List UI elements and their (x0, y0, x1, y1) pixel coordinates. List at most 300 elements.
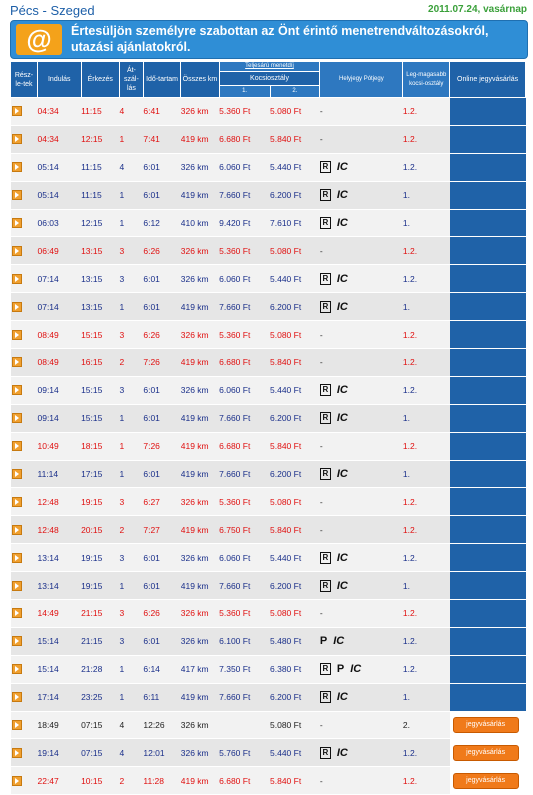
expand-arrow-icon[interactable] (12, 357, 22, 367)
price-class1-cell: 5.360 Ft (219, 600, 270, 628)
seat-cell (320, 98, 403, 126)
buy-cell (450, 544, 526, 572)
buy-cell (450, 683, 526, 711)
buy-cell (450, 349, 526, 377)
distance-cell: 326 km (181, 321, 219, 349)
arrival-cell: 15:15 (81, 376, 119, 404)
seat-cell (320, 153, 403, 181)
details-cell (11, 125, 38, 153)
departure-cell: 14:49 (37, 600, 81, 628)
arrival-cell: 23:25 (81, 683, 119, 711)
expand-arrow-icon[interactable] (12, 608, 22, 618)
distance-cell: 419 km (181, 460, 219, 488)
distance-cell: 326 km (181, 153, 219, 181)
transfers-cell: 3 (119, 265, 143, 293)
seat-text: - (319, 441, 323, 452)
distance-cell: 419 km (181, 293, 219, 321)
distance-cell: 326 km (181, 265, 219, 293)
table-row[interactable] (11, 153, 526, 181)
details-cell (11, 265, 38, 293)
duration-cell: 6:26 (143, 600, 180, 628)
distance-cell: 326 km (181, 237, 219, 265)
transfers-cell: 1 (119, 293, 143, 321)
expand-arrow-icon[interactable] (12, 413, 22, 423)
class-cell: 1. (403, 683, 450, 711)
buy-cell (450, 655, 526, 683)
price-class2-cell: 5.840 Ft (270, 767, 320, 795)
expand-arrow-icon[interactable] (12, 274, 22, 284)
arrival-cell: 12:15 (81, 209, 119, 237)
intercity-icon: IC (336, 579, 348, 592)
table-row[interactable] (11, 349, 526, 377)
buy-cell (450, 98, 526, 126)
route-title: Pécs - Szeged (10, 3, 95, 18)
table-row[interactable] (11, 711, 526, 739)
expand-arrow-icon[interactable] (12, 776, 22, 786)
reservation-icon: R (320, 217, 331, 229)
arrival-cell: 15:15 (81, 404, 119, 432)
price-class2-cell: 5.440 Ft (270, 739, 320, 767)
expand-arrow-icon[interactable] (12, 525, 22, 535)
arrival-cell: 19:15 (81, 488, 119, 516)
price-class1-cell: 5.360 Ft (219, 98, 270, 126)
arrival-cell: 13:15 (81, 237, 119, 265)
distance-cell: 326 km (181, 98, 219, 126)
class-cell: 2. (403, 711, 450, 739)
seat-text: - (319, 106, 323, 117)
details-cell (11, 181, 38, 209)
expand-arrow-icon[interactable] (12, 720, 22, 730)
reservation-icon: R (320, 301, 331, 313)
table-row[interactable] (11, 209, 526, 237)
class-cell: 1.2. (403, 321, 450, 349)
price-class2-cell: 5.080 Ft (270, 98, 320, 126)
seat-text: - (319, 357, 323, 368)
class-cell: 1.2. (403, 98, 450, 126)
buy-ticket-button[interactable]: jegyvásárlás (453, 773, 519, 789)
duration-cell: 6:27 (143, 488, 180, 516)
expand-arrow-icon[interactable] (12, 134, 22, 144)
col-cheapest-class: Leg-magasabb kocsi-osztály (403, 62, 450, 98)
arrival-cell: 13:15 (81, 293, 119, 321)
expand-arrow-icon[interactable] (12, 692, 22, 702)
table-row[interactable] (11, 767, 526, 795)
price-class2-cell: 7.610 Ft (270, 209, 320, 237)
details-cell (11, 404, 38, 432)
table-row[interactable] (11, 600, 526, 628)
seat-cell (320, 321, 403, 349)
duration-cell: 6:12 (143, 209, 180, 237)
duration-cell: 7:27 (143, 516, 180, 544)
price-class1-cell: 7.660 Ft (219, 683, 270, 711)
transfers-cell: 1 (119, 404, 143, 432)
class-cell: 1. (403, 460, 450, 488)
buy-cell (450, 237, 526, 265)
details-cell (11, 767, 38, 795)
transfers-cell: 3 (119, 321, 143, 349)
details-cell (11, 349, 38, 377)
col-transfers[interactable]: Át-szál-lás (119, 62, 143, 98)
departure-cell: 09:14 (37, 376, 81, 404)
transfers-cell: 1 (119, 209, 143, 237)
departure-cell: 13:14 (37, 572, 81, 600)
table-row[interactable] (11, 460, 526, 488)
departure-cell: 04:34 (37, 98, 81, 126)
details-cell (11, 153, 38, 181)
expand-arrow-icon[interactable] (12, 385, 22, 395)
transfers-cell: 2 (119, 516, 143, 544)
price-class1-cell: 6.060 Ft (219, 153, 270, 181)
price-class2-cell: 5.080 Ft (270, 711, 320, 739)
expand-arrow-icon[interactable] (12, 497, 22, 507)
arrival-cell: 11:15 (81, 98, 119, 126)
expand-arrow-icon[interactable] (12, 302, 22, 312)
seat-text: - (319, 329, 323, 340)
departure-cell: 15:14 (37, 627, 81, 655)
price-class1-cell: 6.100 Ft (219, 627, 270, 655)
price-class2-cell: 5.840 Ft (270, 125, 320, 153)
transfers-cell: 4 (119, 711, 143, 739)
table-row[interactable] (11, 516, 526, 544)
price-class2-cell: 5.080 Ft (270, 488, 320, 516)
table-row[interactable] (11, 683, 526, 711)
table-row[interactable] (11, 181, 526, 209)
arrival-cell: 15:15 (81, 321, 119, 349)
buy-cell (450, 432, 526, 460)
transfers-cell: 3 (119, 488, 143, 516)
seat-text: - (319, 134, 323, 145)
arrival-cell: 21:15 (81, 600, 119, 628)
duration-cell: 7:26 (143, 349, 180, 377)
reservation-icon: R (320, 161, 331, 173)
expand-arrow-icon[interactable] (12, 748, 22, 758)
duration-cell: 6:01 (143, 544, 180, 572)
details-cell (11, 516, 38, 544)
buy-cell (450, 293, 526, 321)
details-cell (11, 627, 38, 655)
distance-cell: 326 km (181, 376, 219, 404)
departure-cell: 11:14 (37, 460, 81, 488)
col-online: Online jegyvásárlás (450, 62, 526, 98)
details-cell (11, 739, 38, 767)
reservation-icon: R (320, 189, 331, 201)
price-class1-cell: 6.060 Ft (219, 376, 270, 404)
class-cell: 1.2. (403, 516, 450, 544)
departure-cell: 10:49 (37, 432, 81, 460)
reservation-icon: R (320, 663, 331, 675)
duration-cell: 6:14 (143, 655, 180, 683)
seat-cell (320, 516, 403, 544)
price-class2-cell: 6.380 Ft (270, 655, 320, 683)
distance-cell: 419 km (181, 404, 219, 432)
buy-cell (450, 460, 526, 488)
details-cell (11, 600, 38, 628)
price-class2-cell: 5.080 Ft (270, 321, 320, 349)
distance-cell: 419 km (181, 683, 219, 711)
seat-cell (320, 125, 403, 153)
buy-ticket-button[interactable]: jegyvásárlás (453, 717, 519, 733)
details-cell (11, 711, 38, 739)
expand-arrow-icon[interactable] (12, 106, 22, 116)
seat-cell (320, 600, 403, 628)
arrival-cell: 17:15 (81, 460, 119, 488)
intercity-icon: IC (336, 691, 348, 704)
buy-cell (450, 125, 526, 153)
banner-message: Értesüljön személyre szabottan az Önt érintő menetrendváltozásokról, utazási ajánlatokról. (71, 24, 489, 54)
distance-cell: 326 km (181, 488, 219, 516)
class-cell: 1.2. (403, 488, 450, 516)
details-cell (11, 432, 38, 460)
expand-arrow-icon[interactable] (12, 636, 22, 646)
duration-cell: 6:26 (143, 237, 180, 265)
expand-arrow-icon[interactable] (12, 581, 22, 591)
seat-text: - (319, 496, 323, 507)
expand-arrow-icon[interactable] (12, 330, 22, 340)
supplement-icon: P (319, 635, 328, 648)
price-class1-cell: 9.420 Ft (219, 209, 270, 237)
price-class2-cell: 5.480 Ft (270, 627, 320, 655)
seat-cell (320, 711, 403, 739)
table-row[interactable] (11, 488, 526, 516)
supplement-icon: P (336, 663, 345, 676)
table-row[interactable] (11, 627, 526, 655)
departure-cell: 06:49 (37, 237, 81, 265)
seat-cell (320, 293, 403, 321)
price-class1-cell: 5.360 Ft (219, 237, 270, 265)
col-departure[interactable]: Indulás (37, 62, 81, 98)
transfers-cell: 4 (119, 98, 143, 126)
transfers-cell: 1 (119, 460, 143, 488)
notification-banner[interactable] (10, 20, 528, 59)
seat-text: - (319, 524, 323, 535)
intercity-icon: IC (336, 412, 348, 425)
price-class1-cell: 7.660 Ft (219, 572, 270, 600)
seat-cell (320, 237, 403, 265)
duration-cell: 11:28 (143, 767, 180, 795)
col-fare-group: Teljesárú menetdíj (219, 62, 320, 72)
arrival-cell: 13:15 (81, 265, 119, 293)
seat-cell (320, 181, 403, 209)
departure-cell: 12:48 (37, 516, 81, 544)
class-cell: 1.2. (403, 600, 450, 628)
transfers-cell: 1 (119, 655, 143, 683)
distance-cell: 419 km (181, 516, 219, 544)
expand-arrow-icon[interactable] (12, 246, 22, 256)
price-class1-cell: 6.060 Ft (219, 265, 270, 293)
transfers-cell: 1 (119, 125, 143, 153)
price-class2-cell: 5.840 Ft (270, 516, 320, 544)
distance-cell: 410 km (181, 209, 219, 237)
class-cell: 1. (403, 572, 450, 600)
seat-cell (320, 655, 403, 683)
price-class1-cell: 5.760 Ft (219, 739, 270, 767)
table-row[interactable] (11, 265, 526, 293)
details-cell (11, 237, 38, 265)
intercity-icon: IC (336, 384, 348, 397)
table-row[interactable] (11, 321, 526, 349)
class-cell: 1.2. (403, 265, 450, 293)
table-row[interactable] (11, 404, 526, 432)
duration-cell: 6:01 (143, 293, 180, 321)
intercity-icon: IC (336, 217, 348, 229)
details-cell (11, 572, 38, 600)
table-row[interactable] (11, 376, 526, 404)
seat-cell (320, 627, 403, 655)
table-row[interactable] (11, 544, 526, 572)
table-row[interactable] (11, 432, 526, 460)
expand-arrow-icon[interactable] (12, 190, 22, 200)
distance-cell: 326 km (181, 739, 219, 767)
price-class2-cell: 5.080 Ft (270, 600, 320, 628)
departure-cell: 05:14 (37, 153, 81, 181)
table-row[interactable] (11, 98, 526, 126)
seat-cell (320, 349, 403, 377)
intercity-icon: IC (336, 468, 348, 481)
class-cell: 1. (403, 209, 450, 237)
seat-cell (320, 488, 403, 516)
seat-cell (320, 544, 403, 572)
arrival-cell: 16:15 (81, 349, 119, 377)
arrival-cell: 19:15 (81, 544, 119, 572)
price-class1-cell: 7.660 Ft (219, 181, 270, 209)
details-cell (11, 209, 38, 237)
seat-cell (320, 265, 403, 293)
duration-cell: 6:01 (143, 153, 180, 181)
class-cell: 1.2. (403, 544, 450, 572)
class-cell: 1. (403, 181, 450, 209)
distance-cell: 326 km (181, 600, 219, 628)
reservation-icon: R (320, 552, 331, 564)
transfers-cell: 3 (119, 376, 143, 404)
expand-arrow-icon[interactable] (12, 469, 22, 479)
price-class2-cell: 6.200 Ft (270, 572, 320, 600)
buy-cell (450, 153, 526, 181)
price-class1-cell: 6.680 Ft (219, 767, 270, 795)
buy-ticket-button[interactable]: jegyvásárlás (453, 745, 519, 761)
price-class2-cell: 6.200 Ft (270, 460, 320, 488)
arrival-cell: 18:15 (81, 432, 119, 460)
expand-arrow-icon[interactable] (12, 664, 22, 674)
buy-cell (450, 627, 526, 655)
expand-arrow-icon[interactable] (12, 553, 22, 563)
details-cell (11, 683, 38, 711)
details-cell (11, 488, 38, 516)
price-class1-cell: 7.660 Ft (219, 460, 270, 488)
distance-cell: 419 km (181, 125, 219, 153)
col-arrival[interactable]: Érkezés (81, 62, 119, 98)
departure-cell: 13:14 (37, 544, 81, 572)
timetable (10, 61, 526, 795)
price-class1-cell: 6.680 Ft (219, 432, 270, 460)
buy-cell (450, 321, 526, 349)
expand-arrow-icon[interactable] (12, 218, 22, 228)
arrival-cell: 20:15 (81, 516, 119, 544)
class-cell: 1.2. (403, 739, 450, 767)
col-class2: 2. (270, 86, 320, 98)
departure-cell: 12:48 (37, 488, 81, 516)
price-class2-cell: 6.200 Ft (270, 293, 320, 321)
details-cell (11, 655, 38, 683)
seat-cell (320, 376, 403, 404)
distance-cell: 419 km (181, 181, 219, 209)
duration-cell: 6:01 (143, 181, 180, 209)
arrival-cell: 10:15 (81, 767, 119, 795)
transfers-cell: 2 (119, 767, 143, 795)
table-row[interactable] (11, 572, 526, 600)
class-cell: 1.2. (403, 153, 450, 181)
price-class1-cell: 7.660 Ft (219, 293, 270, 321)
expand-arrow-icon[interactable] (12, 441, 22, 451)
seat-cell (320, 404, 403, 432)
buy-cell (450, 572, 526, 600)
arrival-cell: 19:15 (81, 572, 119, 600)
reservation-icon: R (320, 691, 331, 703)
price-class2-cell: 5.440 Ft (270, 265, 320, 293)
buy-cell (450, 376, 526, 404)
class-cell: 1.2. (403, 627, 450, 655)
class-cell: 1.2. (403, 432, 450, 460)
distance-cell: 326 km (181, 711, 219, 739)
price-class1-cell: 6.680 Ft (219, 349, 270, 377)
col-duration[interactable]: Idő-tartam (143, 62, 180, 98)
class-cell: 1. (403, 404, 450, 432)
travel-date: 2011.07.24, vasárnap (428, 4, 527, 15)
col-distance[interactable]: Összes km (181, 62, 219, 98)
price-class2-cell: 6.200 Ft (270, 404, 320, 432)
price-class1-cell: 5.360 Ft (219, 488, 270, 516)
transfers-cell: 4 (119, 739, 143, 767)
buy-cell (450, 767, 526, 795)
price-class1-cell: 6.680 Ft (219, 125, 270, 153)
intercity-icon: IC (350, 663, 362, 676)
table-row[interactable] (11, 293, 526, 321)
departure-cell: 09:14 (37, 404, 81, 432)
details-cell (11, 293, 38, 321)
departure-cell: 06:03 (37, 209, 81, 237)
buy-cell (450, 739, 526, 767)
transfers-cell: 3 (119, 627, 143, 655)
class-cell: 1.2. (403, 237, 450, 265)
transfers-cell: 3 (119, 544, 143, 572)
duration-cell: 6:11 (143, 683, 180, 711)
buy-cell (450, 404, 526, 432)
price-class2-cell: 6.200 Ft (270, 683, 320, 711)
distance-cell: 417 km (181, 655, 219, 683)
expand-arrow-icon[interactable] (12, 162, 22, 172)
buy-cell (450, 600, 526, 628)
price-class2-cell: 5.440 Ft (270, 153, 320, 181)
details-cell (11, 460, 38, 488)
transfers-cell: 4 (119, 153, 143, 181)
duration-cell: 6:01 (143, 460, 180, 488)
reservation-icon: R (320, 747, 331, 759)
table-row[interactable] (11, 125, 526, 153)
table-row[interactable] (11, 655, 526, 683)
details-cell (11, 321, 38, 349)
intercity-icon: IC (336, 272, 348, 285)
intercity-icon: IC (336, 161, 348, 174)
table-row[interactable] (11, 237, 526, 265)
transfers-cell: 3 (119, 600, 143, 628)
intercity-icon: IC (333, 635, 345, 648)
distance-cell: 419 km (181, 767, 219, 795)
table-row[interactable] (11, 739, 526, 767)
seat-cell (320, 572, 403, 600)
duration-cell: 6:01 (143, 572, 180, 600)
price-class2-cell: 5.080 Ft (270, 237, 320, 265)
buy-cell (450, 516, 526, 544)
seat-cell (320, 683, 403, 711)
